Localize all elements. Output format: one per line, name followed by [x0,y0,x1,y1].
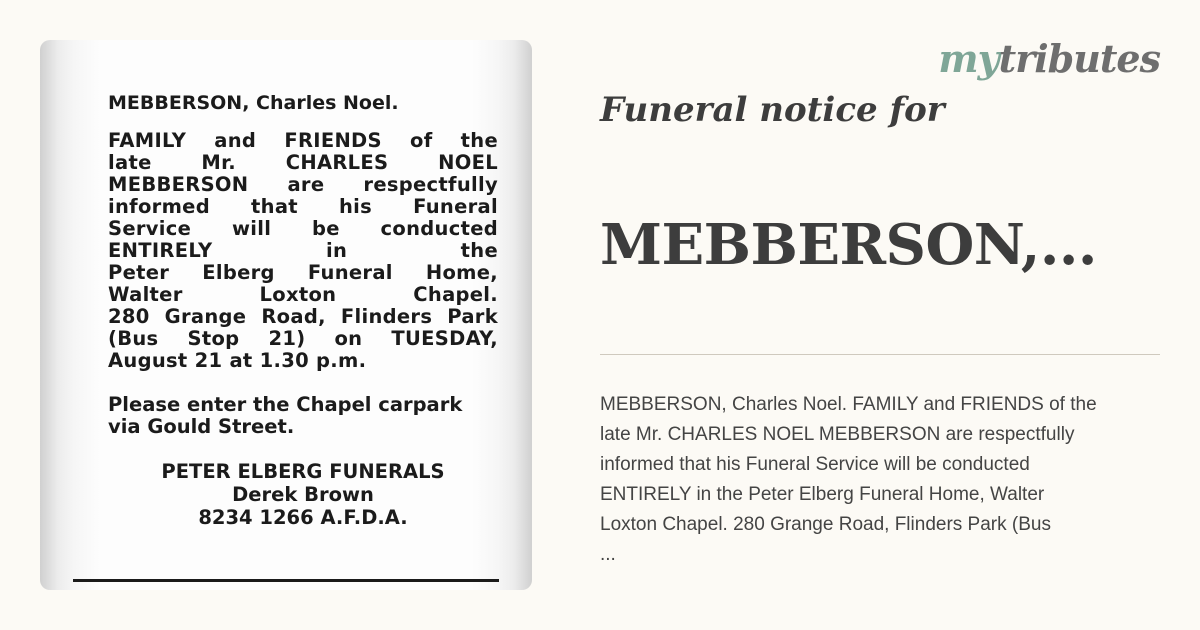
notice-carpark: Please enter the Chapel carpark via Gould Street. [108,393,463,438]
page-subtitle: Funeral notice for [600,90,945,130]
notice-line: MEBBERSON are respectfully [108,173,498,196]
notice-line: Peter Elberg Funeral Home, [108,261,498,284]
logo-my: my [938,36,999,81]
funeral-contact: Derek Brown [232,483,374,506]
notice-image [40,40,532,590]
funeral-company: PETER ELBERG FUNERALS [161,460,445,483]
notice-excerpt: MEBBERSON, Charles Noel. FAMILY and FRIENDS of the late Mr. CHARLES NOEL MEBBERSON are respectfully informed that his Funeral Service will be conducted ENTIRELY in the Peter Elberg Funeral Home, Walter Loxton Chapel. 280 Grange Road, Flinders Park (Bus ... [600,394,1097,565]
clipping-rule [73,579,499,582]
notice-body [108,130,498,372]
notice-line: ENTIRELY in the [108,239,498,262]
notice-line: FAMILY and FRIENDS of the [108,129,498,152]
funeral-phone: 8234 1266 A.F.D.A. [198,506,408,529]
notice-text [108,90,498,529]
notice-heading: MEBBERSON, Charles Noel. [108,92,399,114]
newspaper-clipping [73,40,499,590]
notice-line: informed that his Funeral [108,195,498,218]
divider [600,354,1160,355]
notice-footer [108,460,498,529]
page-title: MEBBERSON,... [600,212,1097,278]
mytributes-logo[interactable] [938,36,1160,81]
notice-line: August 21 at 1.30 p.m. [108,349,367,372]
notice-line: (Bus Stop 21) on TUESDAY, [108,327,498,350]
notice-line: Service will be conducted [108,217,498,240]
notice-line: late Mr. CHARLES NOEL [108,151,498,174]
logo-tributes: tributes [998,36,1160,81]
notice-line: 280 Grange Road, Flinders Park [108,305,498,328]
notice-line: Walter Loxton Chapel. [108,283,498,306]
